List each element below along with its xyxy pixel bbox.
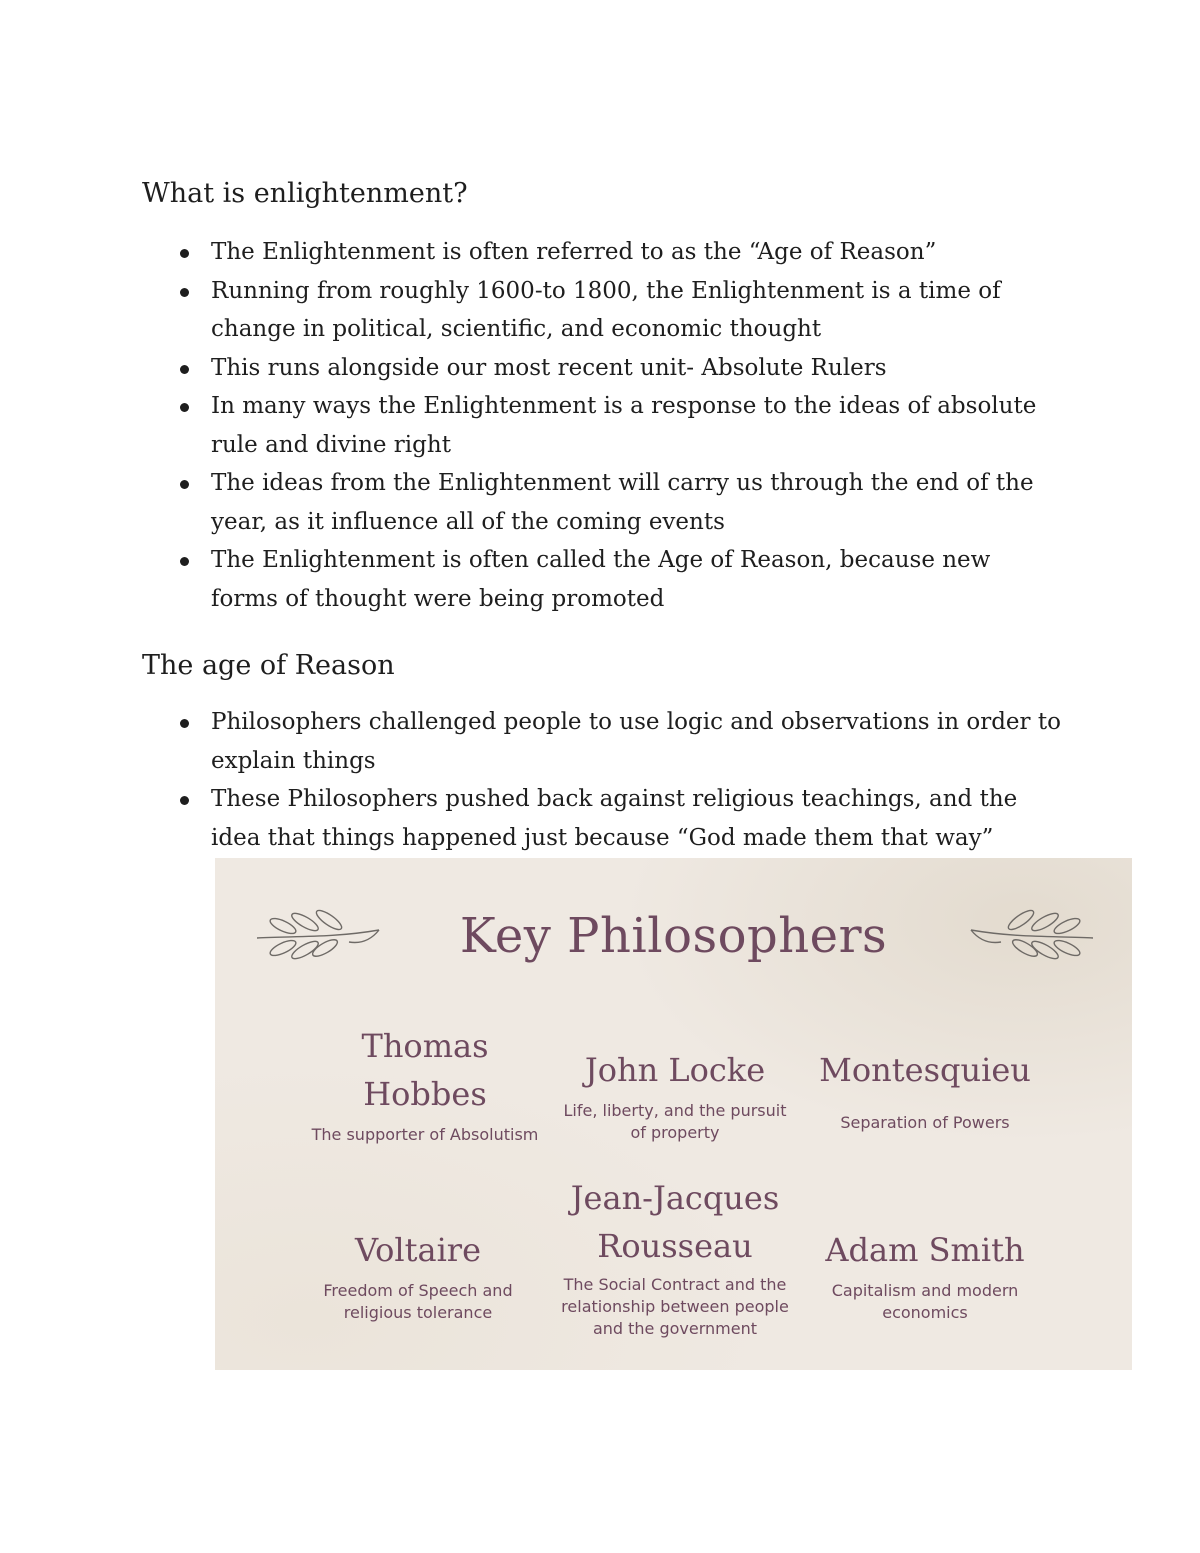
philosopher-name: Jean-Jacques Rousseau — [570, 1179, 780, 1265]
bullet-icon — [180, 480, 189, 489]
enlightenment-bullet-list — [142, 233, 1062, 618]
bullet-icon — [180, 288, 189, 297]
list-item: The Enlightenment is often called the Age of Reason, because new forms of thought were being promoted — [142, 541, 1062, 618]
philosopher-description: Separation of Powers — [840, 1113, 1010, 1132]
infographic-title: Key Philosophers — [459, 908, 888, 964]
philosopher-card — [805, 1046, 1045, 1134]
list-item: Philosophers challenged people to use logic and observations in order to explain things — [142, 703, 1062, 780]
list-item: The Enlightenment is often referred to as the “Age of Reason” — [142, 233, 1062, 272]
bullet-icon — [180, 365, 189, 374]
philosopher-name: Adam Smith — [825, 1231, 1025, 1269]
list-item: These Philosophers pushed back against religious teachings, and the idea that things happened just because “God made them that way” — [142, 780, 1062, 857]
bullet-icon — [180, 796, 189, 805]
philosopher-card — [298, 1226, 538, 1324]
philosopher-description: Freedom of Speech and religious tolerance — [323, 1281, 513, 1322]
philosopher-description: The Social Contract and the relationship between people and the government — [561, 1275, 789, 1338]
bullet-icon — [180, 719, 189, 728]
list-item: In many ways the Enlightenment is a response to the ideas of absolute rule and divine right — [142, 387, 1062, 464]
section-heading-age-of-reason: The age of Reason — [142, 650, 395, 681]
bullet-icon — [180, 557, 189, 566]
key-philosophers-infographic — [215, 858, 1132, 1370]
list-item: Running from roughly 1600-to 1800, the Enlightenment is a time of change in political, scientific, and economic thought — [142, 272, 1062, 349]
philosopher-card — [805, 1226, 1045, 1324]
philosopher-card — [305, 1022, 545, 1146]
bullet-icon — [180, 403, 189, 412]
philosopher-name: Voltaire — [354, 1231, 482, 1269]
list-item: The ideas from the Enlightenment will carry us through the end of the year, as it influence all of the coming events — [142, 464, 1062, 541]
philosopher-name: Montesquieu — [819, 1051, 1031, 1089]
bullet-icon — [180, 249, 189, 258]
philosopher-name: Thomas Hobbes — [361, 1027, 489, 1113]
philosopher-description: Capitalism and modern economics — [831, 1281, 1019, 1322]
section-heading-enlightenment: What is enlightenment? — [142, 178, 468, 209]
list-item: This runs alongside our most recent unit- Absolute Rulers — [142, 349, 1062, 388]
age-of-reason-bullet-list — [142, 703, 1062, 857]
philosopher-description: The supporter of Absolutism — [311, 1125, 539, 1144]
philosopher-card — [555, 1174, 795, 1340]
philosopher-description: Life, liberty, and the pursuit of property — [563, 1101, 787, 1142]
philosopher-card — [555, 1046, 795, 1144]
philosopher-name: John Locke — [584, 1051, 766, 1089]
